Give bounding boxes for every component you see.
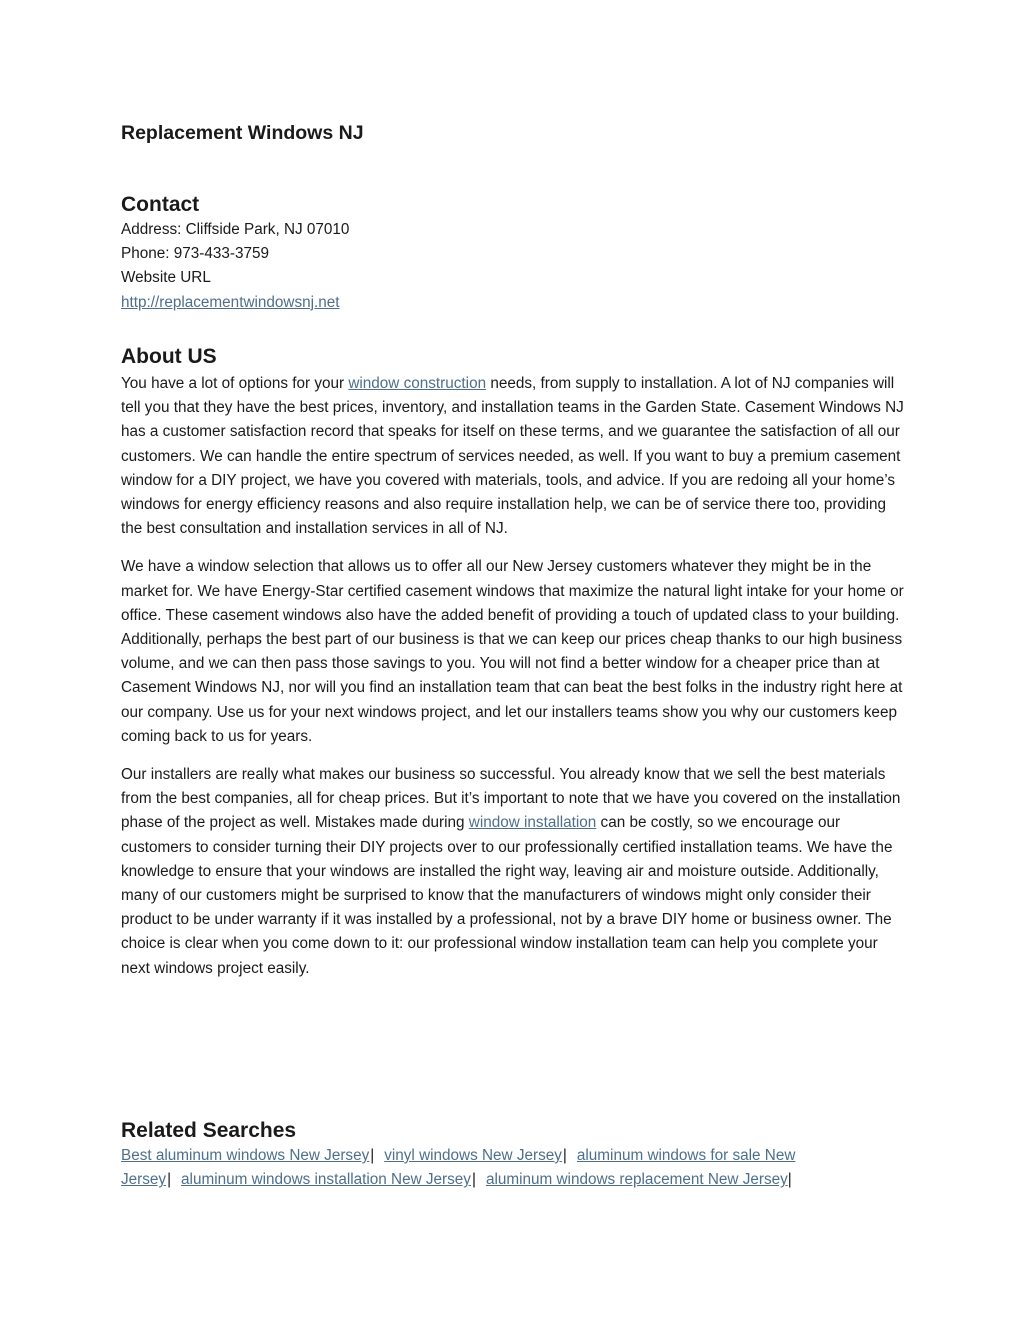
website-link[interactable]: http://replacementwindowsnj.net [121,293,340,311]
related-link-installation[interactable]: aluminum windows installation New Jersey [181,1171,471,1189]
about-section [121,344,904,981]
related-link-vinyl[interactable]: vinyl windows New Jersey [384,1147,562,1164]
about-paragraph-3 [121,763,904,981]
link-separator: | [787,1171,792,1189]
website-line [121,291,349,315]
window-construction-link[interactable]: window construction [348,375,487,392]
page-title: Replacement Windows NJ [121,122,364,144]
related-searches-section [121,1118,881,1192]
link-separator: | [562,1147,567,1164]
phone-text: Phone: 973-433-3759 [121,245,269,263]
related-link-best-aluminum[interactable]: Best aluminum windows New Jersey [121,1147,370,1164]
about-p1-text-after: needs, from supply to installation. A lot of NJ companies will tell you that they have the best prices, inventory, and installation teams in the Garden State. Casement Windows NJ has a customer satisfaction record that speaks for itself on these terms, and we guarantee the satisfaction of all our customers. We can handle the entire spectrum of services needed, as well. If you want to buy a premium casement window for a DIY project, we have you covered with materials, tools, and advice. If you are redoing all your home’s windows for energy efficiency reasons and also require installation help, we can be of service there too, providing the best consultation and installation services in all of NJ. [121,375,904,538]
link-separator: | [471,1171,476,1189]
about-p1-text-before: You have a lot of options for your [121,375,349,392]
contact-section [121,192,349,315]
about-paragraph-1 [121,372,904,541]
link-separator: | [167,1171,172,1189]
window-installation-link[interactable]: window installation [468,814,597,832]
about-p3-text-after: can be costly, so we encourage our customers to consider turning their DIY projects over to our professionally certified installation teams. We have the knowledge to ensure that your windows are installed the right way, leaving air and moisture outside. Additionally, many of our customers might be surprised to know that the manufacturers of windows might only consider their product to be under warranty if it was installed by a professional, not by a brave DIY home or business owner. The choice is clear when you come down to it: our professional window installation team can help you complete your next windows project easily. [121,814,893,977]
related-searches-heading: Related Searches [121,1119,297,1142]
related-searches-links [121,1144,881,1192]
website-label: Website URL [121,269,211,287]
about-heading: About US [121,345,217,368]
about-p3-text-before: Our installers are really what makes our business so successful. You already know that we sell the best materials from the best companies, all for cheap prices. But it’s important to note that we have you covered on the installation phase of the project as well. Mistakes made during [121,766,901,832]
address-text: Address: Cliffside Park, NJ 07010 [121,221,350,238]
link-separator: | [370,1147,375,1164]
related-link-for-sale[interactable]: aluminum windows for sale New Jersey [121,1147,796,1189]
related-link-replacement[interactable]: aluminum windows replacement New Jersey [485,1171,788,1189]
about-paragraph-2: We have a window selection that allows us to offer all our New Jersey customers whatever they might be in the market for. We have Energy-Star certified casement windows that maximize the natural light intake for your home or office. These casement windows also have the added benefit of providing a touch of updated class to your building. Additionally, perhaps the best part of our business is that we can keep our prices cheap thanks to our high business volume, and we can then pass those savings to you. You will not find a better window for a cheaper price than at Casement Windows NJ, nor will you find an installation team that can beat the best folks in the industry right here at our company. Use us for your next windows project, and let our installers teams show you why our customers keep coming back to us for years. [121,558,904,745]
contact-heading: Contact [121,193,200,216]
